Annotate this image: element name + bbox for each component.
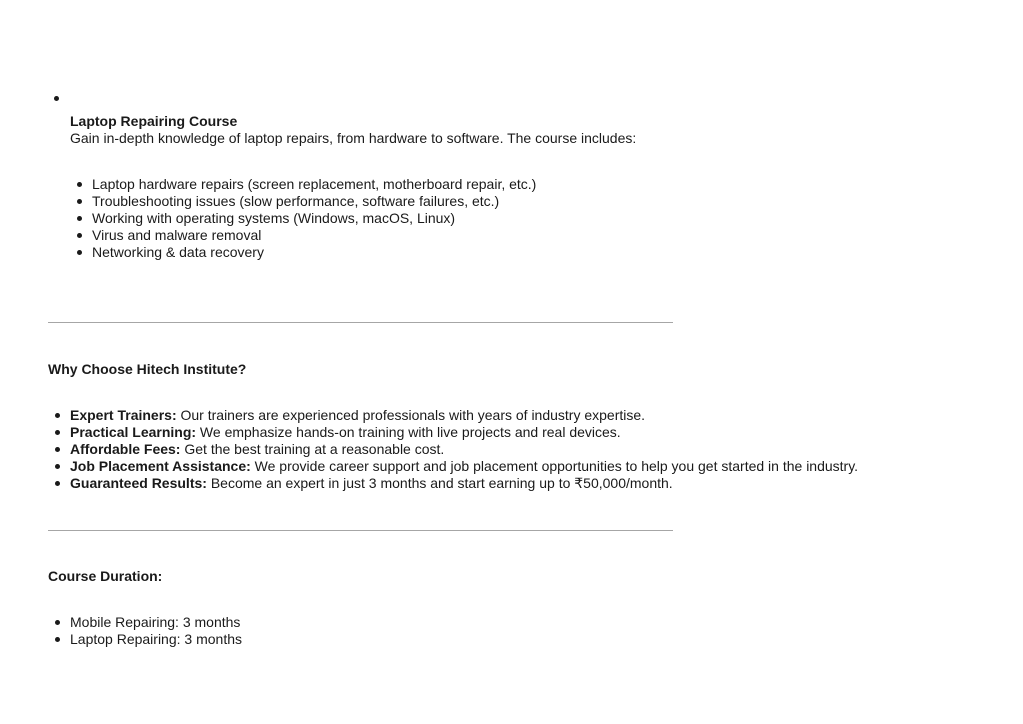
list-item: Working with operating systems (Windows, macOS, Linux) — [92, 210, 536, 227]
list-item: Laptop Repairing: 3 months — [70, 631, 242, 647]
item-text: We provide career support and job placement opportunities to help you get started in the industry. — [250, 458, 859, 474]
item-label: Guaranteed Results: — [70, 475, 207, 491]
item-label: Practical Learning: — [70, 424, 197, 440]
course-includes-list — [92, 176, 536, 261]
why-choose-list — [70, 407, 858, 492]
item-text: We emphasize hands-on training with live projects and real devices. — [196, 424, 621, 440]
list-item — [70, 441, 858, 458]
list-item: Virus and malware removal — [92, 227, 536, 244]
divider — [48, 322, 673, 323]
list-item: Laptop hardware repairs (screen replacement, motherboard repair, etc.) — [92, 176, 537, 192]
item-label: Job Placement Assistance: — [70, 458, 251, 474]
why-choose-heading: Why Choose Hitech Institute? — [48, 361, 247, 377]
list-item — [70, 475, 858, 492]
list-item: Troubleshooting issues (slow performance, software failures, etc.) — [92, 193, 536, 210]
list-item — [70, 407, 858, 424]
course-title: Laptop Repairing Course — [70, 113, 238, 129]
item-text: Get the best training at a reasonable cost. — [180, 441, 445, 457]
list-item: Mobile Repairing: 3 months — [70, 614, 241, 630]
list-bullet — [54, 96, 59, 101]
list-item: Networking & data recovery — [92, 244, 536, 261]
divider — [48, 530, 673, 531]
list-item — [70, 424, 858, 441]
course-description: Gain in-depth knowledge of laptop repairs, from hardware to software. The course includes: — [70, 130, 637, 146]
item-text: Our trainers are experienced professionals with years of industry expertise. — [176, 407, 646, 423]
item-label: Affordable Fees: — [70, 441, 181, 457]
item-label: Expert Trainers: — [70, 407, 177, 423]
list-item — [70, 458, 858, 475]
course-duration-heading: Course Duration: — [48, 568, 163, 584]
item-text: Become an expert in just 3 months and start earning up to ₹50,000/month. — [206, 475, 673, 491]
course-duration-list — [70, 614, 242, 648]
